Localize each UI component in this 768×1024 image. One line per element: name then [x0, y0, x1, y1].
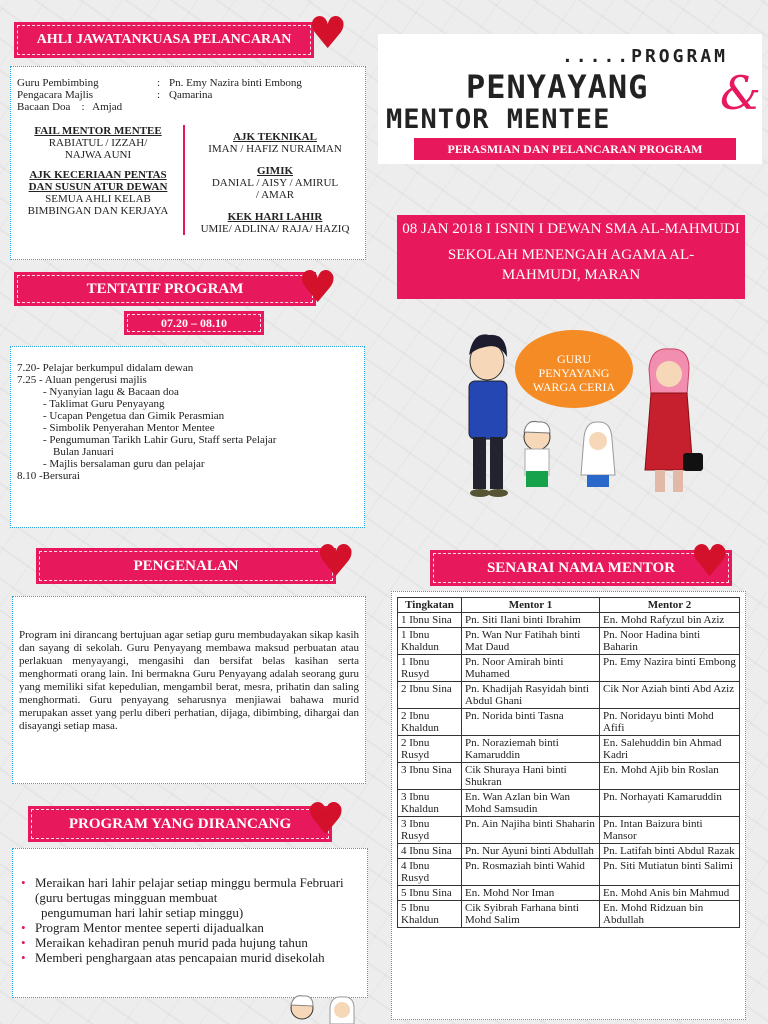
cell-mentor1: Pn. Siti Ilani binti Ibrahim	[462, 613, 600, 628]
pengenalan-text: Program ini dirancang bertujuan agar setiap guru membudayakan sikap kasih dan sayang di sekolah. Guru Penyayang membawa maksud perbuatan atau perlakuan menyayangi, mengasihi dan bersifat belas kasihan serta menghormati orang lain. Ini bermakna Guru Penyayang adalah seorang guru yang memiliki sifat kepedulian, mengambil berat, mesra, prihatin dan saling menghormati. Guru penyayang seharusnya menjiawai bahawa murid merupakan asset yang perlu diberi perhatian, dijaga, dibimbing, dihargai dan disayangi setiap masa.	[19, 629, 359, 732]
cell-mentor2: En. Salehuddin bin Ahmad Kadri	[600, 736, 740, 763]
group-title: GIMIK	[256, 165, 294, 177]
dirancang-item-text: • Meraikan hari lahir pelajar setiap minggu bermula Februari	[35, 875, 344, 890]
date-line2: SEKOLAH MENENGAH AGAMA AL-MAHMUDI, MARAN	[447, 247, 695, 283]
cell-mentor2: Pn. Siti Mutiatun binti Salimi	[600, 859, 740, 886]
dirancang-header-text: PROGRAM YANG DIRANCANG	[68, 816, 292, 832]
tentatif-line: - Simbolik Penyerahan Mentor Mentee	[43, 422, 215, 434]
ahli-left-col	[17, 125, 185, 235]
table-row	[398, 628, 740, 655]
ahli-value: Pn. Emy Nazira binti Embong	[169, 77, 302, 89]
cell-mentor2: Pn. Noridayu binti Mohd Afifi	[600, 709, 740, 736]
dirancang-box	[12, 848, 368, 998]
senarai-box	[391, 591, 746, 1020]
tentatif-line: - Ucapan Pengetua dan Gimik Perasmian	[43, 410, 225, 422]
senarai-header	[430, 550, 732, 586]
heart-icon: ♥	[306, 794, 346, 845]
title-line2: MENTOR MENTEE	[386, 104, 611, 135]
cell-mentor2: En. Mohd Ajib bin Roslan	[600, 763, 740, 790]
tentatif-box	[10, 346, 365, 528]
title-box	[378, 34, 762, 164]
group-title: AJK TEKNIKAL	[233, 131, 317, 143]
senarai-header-text: SENARAI NAMA MENTOR	[486, 560, 676, 576]
cell-mentor1: Pn. Rosmaziah binti Wahid	[462, 859, 600, 886]
ahli-row	[17, 89, 359, 101]
cell-mentor2: Pn. Noor Hadina binti Baharin	[600, 628, 740, 655]
ahli-value: Qamarina	[169, 89, 213, 101]
title-program: .....PROGRAM	[561, 46, 728, 67]
group-teknikal	[191, 131, 359, 155]
pengenalan-box	[12, 596, 366, 784]
ahli-columns	[17, 125, 359, 235]
cell-tingkatan: 2 Ibnu Rusyd	[398, 736, 462, 763]
table-row	[398, 763, 740, 790]
tentatif-line: - Taklimat Guru Penyayang	[43, 398, 165, 410]
cell-mentor2: Pn. Emy Nazira binti Embong	[600, 655, 740, 682]
mentor-table-header-row	[398, 598, 740, 613]
kids-mini-illustration	[284, 992, 376, 1024]
ahli-label: Guru Pembimbing	[17, 77, 99, 89]
table-row	[398, 901, 740, 928]
pengenalan-header-text: PENGENALAN	[133, 558, 239, 574]
cell-mentor1: Cik Syibrah Farhana binti Mohd Salim	[462, 901, 600, 928]
group-title: KEK HARI LAHIR	[227, 211, 323, 223]
group-text: SEMUA AHLI KELAB BIMBINGAN DAN KERJAYA	[27, 193, 169, 217]
group-text: DANIAL / AISY / AMIRUL / AMAR	[211, 177, 339, 201]
group-gimik	[191, 165, 359, 201]
group-title: AJK KECERIAAN PENTAS DAN SUSUN ATUR DEWAN	[28, 169, 168, 193]
heart-icon: ♥	[298, 262, 338, 313]
dirancang-item: • Memberi penghargaan atas pencapaian murid disekolah	[21, 950, 359, 965]
table-row	[398, 736, 740, 763]
title-sub	[414, 138, 736, 160]
group-text: IMAN / HAFIZ NURAIMAN	[208, 143, 342, 155]
dirancang-note-2: pengumuman hari lahir setiap minggu)	[41, 905, 244, 920]
speech-bubble-text: GURU PENYAYANG WARGA CERIA	[532, 352, 616, 394]
kids-mini-art	[284, 992, 376, 1024]
table-row	[398, 709, 740, 736]
table-row	[398, 655, 740, 682]
heart-icon: ♥	[316, 536, 356, 587]
ahli-sep: :	[157, 89, 161, 101]
cell-mentor1: Pn. Noor Amirah binti Muhamed	[462, 655, 600, 682]
title-sub-text: PERASMIAN DAN PELANCARAN PROGRAM	[447, 142, 703, 156]
tentatif-line: - Majlis bersalaman guru dan pelajar	[43, 458, 205, 470]
ahli-bacaan: Bacaan Doa : Amjad	[17, 101, 123, 113]
table-row	[398, 682, 740, 709]
cell-tingkatan: 3 Ibnu Sina	[398, 763, 462, 790]
tentatif-line: 7.25 - Aluan pengerusi majlis	[17, 374, 147, 386]
tentatif-line: - Nyanyian lagu & Bacaan doa	[43, 386, 179, 398]
cell-mentor2: Cik Nor Aziah binti Abd Aziz	[600, 682, 740, 709]
cell-tingkatan: 4 Ibnu Rusyd	[398, 859, 462, 886]
ahli-right-col	[185, 125, 359, 235]
cell-tingkatan: 3 Ibnu Khaldun	[398, 790, 462, 817]
cell-mentor1: Pn. Khadijah Rasyidah binti Abdul Ghani	[462, 682, 600, 709]
heart-icon: ♥	[308, 8, 348, 59]
cell-mentor2: En. Mohd Anis bin Mahmud	[600, 886, 740, 901]
cell-mentor1: Pn. Ain Najiha binti Shaharin	[462, 817, 600, 844]
tentatif-line: 8.10 -Bersurai	[17, 470, 80, 482]
tentatif-time	[124, 311, 264, 335]
dirancang-header	[28, 806, 332, 842]
cell-tingkatan: 2 Ibnu Sina	[398, 682, 462, 709]
cell-mentor1: Pn. Noraziemah binti Kamaruddin	[462, 736, 600, 763]
ahli-sep: :	[157, 77, 161, 89]
cell-mentor2: Pn. Latifah binti Abdul Razak	[600, 844, 740, 859]
dirancang-list	[21, 875, 359, 965]
table-row	[398, 613, 740, 628]
speech-bubble	[515, 330, 633, 408]
cell-mentor2: Pn. Intan Baizura binti Mansor	[600, 817, 740, 844]
cell-mentor2: En. Mohd Rafyzul bin Aziz	[600, 613, 740, 628]
tentatif-line: 7.20- Pelajar berkumpul didalam dewan	[17, 362, 194, 374]
tentatif-line: Bulan Januari	[53, 446, 114, 458]
table-row	[398, 817, 740, 844]
ahli-header-text: AHLI JAWATANKUASA PELANCARAN	[36, 32, 292, 47]
group-fail-mentor	[17, 125, 179, 161]
ahli-header	[14, 22, 314, 58]
ahli-row	[17, 77, 359, 89]
heart-icon: ♥	[690, 536, 730, 587]
dirancang-item: • Meraikan kehadiran penuh murid pada hujung tahun	[21, 935, 359, 950]
table-row	[398, 859, 740, 886]
table-row	[398, 790, 740, 817]
group-text: UMIE/ ADLINA/ RAJA/ HAZIQ	[200, 223, 350, 235]
mentor-table	[397, 597, 740, 928]
date-box	[397, 215, 745, 299]
ahli-box	[10, 66, 366, 260]
cell-tingkatan: 3 Ibnu Rusyd	[398, 817, 462, 844]
group-text: RABIATUL / IZZAH/ NAJWA AUNI	[48, 137, 148, 161]
cell-tingkatan: 1 Ibnu Rusyd	[398, 655, 462, 682]
cell-tingkatan: 5 Ibnu Sina	[398, 886, 462, 901]
dirancang-item	[21, 875, 359, 920]
cell-mentor1: Cik Shuraya Hani binti Shukran	[462, 763, 600, 790]
cell-tingkatan: 1 Ibnu Sina	[398, 613, 462, 628]
col-header-mentor2: Mentor 2	[600, 598, 740, 613]
cell-mentor1: Pn. Norida binti Tasna	[462, 709, 600, 736]
cell-mentor2: En. Mohd Ridzuan bin Abdullah	[600, 901, 740, 928]
title-amp: &	[720, 66, 761, 120]
group-title: FAIL MENTOR MENTEE	[34, 125, 162, 137]
cell-tingkatan: 1 Ibnu Khaldun	[398, 628, 462, 655]
group-keceriaan	[17, 169, 179, 217]
tentatif-time-text: 07.20 – 08.10	[161, 316, 227, 330]
tentatif-line: - Pengumuman Tarikh Lahir Guru, Staff serta Pelajar	[43, 434, 277, 446]
dirancang-item: • Program Mentor mentee seperti dijadualkan	[21, 920, 359, 935]
col-header-mentor1: Mentor 1	[462, 598, 600, 613]
group-kek	[191, 211, 359, 235]
cell-mentor1: Pn. Nur Ayuni binti Abdullah	[462, 844, 600, 859]
cell-tingkatan: 2 Ibnu Khaldun	[398, 709, 462, 736]
cell-mentor2: Pn. Norhayati Kamaruddin	[600, 790, 740, 817]
cell-mentor1: En. Wan Azlan bin Wan Mohd Samsudin	[462, 790, 600, 817]
tentatif-header	[14, 272, 316, 306]
col-header-tingkatan: Tingkatan	[398, 598, 462, 613]
pengenalan-header	[36, 548, 336, 584]
dirancang-note-1: (guru bertugas mingguan membuat	[35, 890, 218, 905]
table-row	[398, 844, 740, 859]
date-line1: 08 JAN 2018 I ISNIN I DEWAN SMA AL-MAHMUDI	[402, 221, 740, 237]
tentatif-header-text: TENTATIF PROGRAM	[86, 281, 244, 297]
cell-mentor1: Pn. Wan Nur Fatihah binti Mat Daud	[462, 628, 600, 655]
cell-tingkatan: 5 Ibnu Khaldun	[398, 901, 462, 928]
title-line1: PENYAYANG	[466, 68, 649, 106]
ahli-label: Pengacara Majlis	[17, 89, 94, 101]
table-row	[398, 886, 740, 901]
cell-mentor1: En. Mohd Nor Iman	[462, 886, 600, 901]
cell-tingkatan: 4 Ibnu Sina	[398, 844, 462, 859]
